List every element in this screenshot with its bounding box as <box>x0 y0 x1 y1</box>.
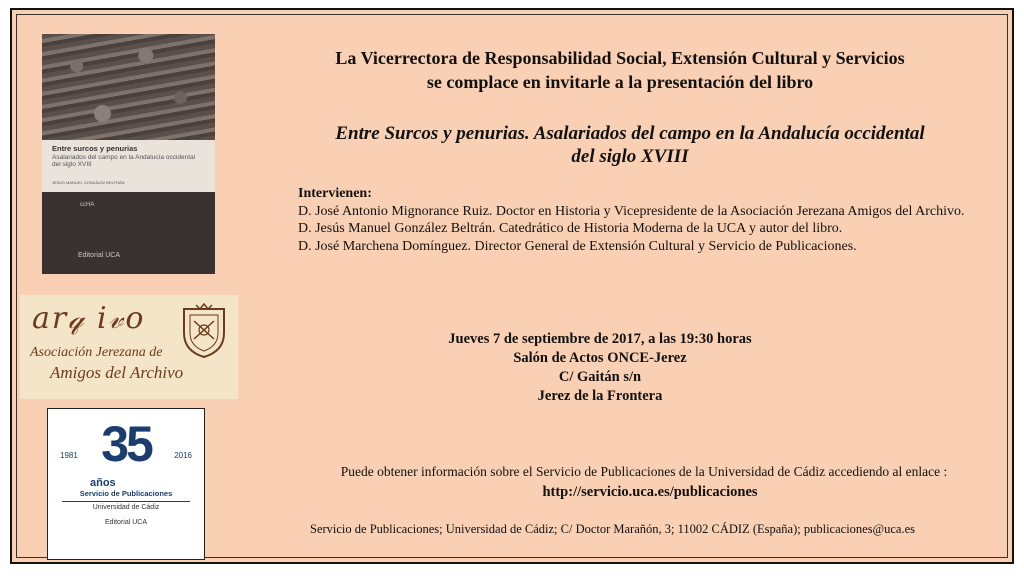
association-name-line1: Asociación Jerezana de <box>30 345 163 360</box>
anniversary-editorial: Editorial UCA <box>104 519 147 526</box>
anniversary-divider <box>62 501 190 502</box>
event-details <box>340 330 860 406</box>
cover-author: JESÚS MANUEL GONZÁLEZ BELTRÁN <box>52 180 125 185</box>
cover-subtitle: Asalariados del campo en la Andalucía occidental del siglo XVIII <box>52 154 196 168</box>
anniversary-year-end: 2016 <box>174 451 192 460</box>
speaker-item: D. José Antonio Mignorance Ruiz. Doctor en Historia y Vicepresidente de la Asociación Jerezana Amigos del Archivo. <box>298 203 965 219</box>
anniversary-service: Servicio de Publicaciones <box>79 489 173 498</box>
event-date: Jueves 7 de septiembre de 2017, a las 19:30 horas <box>448 331 752 347</box>
association-logo <box>20 295 238 399</box>
anniversary-number: 35 <box>101 416 151 472</box>
anniversary-logo <box>47 408 205 560</box>
book-cover-image <box>42 34 215 274</box>
anniversary-university: Universidad de Cádiz <box>92 504 160 511</box>
footer-address: Servicio de Publicaciones; Universidad de Cádiz; C/ Doctor Marañón, 3; 11002 CÁDIZ (España); publicaciones@uca.es <box>310 522 915 536</box>
event-street: C/ Gaitán s/n <box>558 369 642 385</box>
anniversary-anos: años <box>90 477 116 489</box>
speaker-item: D. José Marchena Domínguez. Director General de Extensión Cultural y Servicio de Publicaciones. <box>298 238 857 254</box>
event-venue: Salón de Actos ONCE-Jerez <box>513 350 687 366</box>
info-text: Puede obtener información sobre el Servicio de Publicaciones de la Universidad de Cádiz accediendo al enlace : <box>340 464 948 479</box>
association-name-line2: Amigos del Archivo <box>50 363 184 382</box>
cover-series: ccHA <box>80 202 95 208</box>
cover-title-panel <box>42 140 215 192</box>
cover-photo-furrows <box>42 34 215 140</box>
header-line-1: La Vicerrectora de Responsabilidad Social, Extensión Cultural y Servicios <box>335 48 905 68</box>
coat-of-arms-icon <box>178 303 230 359</box>
speakers-label: Intervienen: <box>298 186 372 201</box>
book-title <box>250 122 1010 168</box>
cover-publisher: Editorial UCA <box>78 252 121 259</box>
cover-title: Entre surcos y penurias <box>52 144 138 153</box>
speaker-item: D. Jesús Manuel González Beltrán. Catedrático de Historia Moderna de la UCA y autor del libro. <box>298 221 843 236</box>
publications-link[interactable]: http://servicio.uca.es/publicaciones <box>542 484 758 500</box>
speakers-section <box>298 185 978 255</box>
book-title-line-2: del siglo XVIII <box>571 146 689 167</box>
anniversary-year-start: 1981 <box>60 451 78 460</box>
association-script-logo: ar𝓆 i𝓋o <box>32 301 146 336</box>
book-title-line-1: Entre Surcos y penurias. Asalariados del campo en la Andalucía occidental <box>335 123 925 144</box>
header-line-2: se complace en invitarle a la presentación del libro <box>426 72 814 92</box>
event-city: Jerez de la Frontera <box>537 388 663 404</box>
